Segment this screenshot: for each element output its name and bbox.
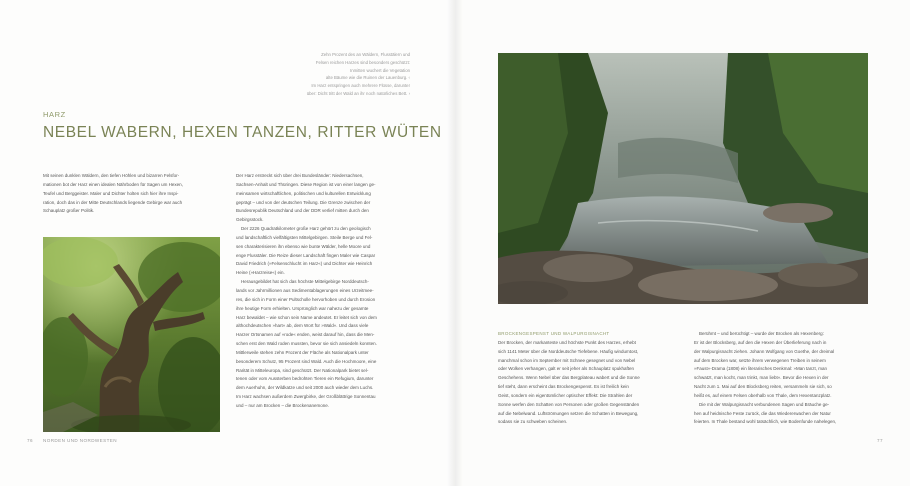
caption-line: Felsen reichen Harzes sind besonders geschützt: xyxy=(315,59,410,65)
text-line: Sachsen-Anhalt und Thüringen. Diese Region ist von einer langen ge- xyxy=(236,181,376,187)
body-column-right-page-2 xyxy=(694,330,868,427)
text-line: und – nur am Brocken – die Brockenanemone. xyxy=(236,402,330,408)
intro-paragraph xyxy=(43,172,225,216)
text-line: mationen bot der Harz einen idealen Nährboden für Sagen um Hexen, xyxy=(43,181,183,187)
text-line: auf dem Brocken war, setzte ihrem verwegenen Treiben in seinem xyxy=(694,357,826,363)
caption-line: alte Bäume wie die Ruinen der Lauenburg. ‹ xyxy=(325,75,410,81)
text-line: Nacht zum 1. Mai auf den Blocksberg reiten, versammeln sie sich, so xyxy=(694,384,832,390)
text-line: Harzer Ortsnamen auf »rode« enden, weist darauf hin, dass die Men- xyxy=(236,332,375,338)
text-line: Geist, sondern ein eigentümlicher optischer Effekt: Die Strahlen der xyxy=(498,392,633,398)
text-line: Herausgebildet hat sich das höchste Mittelgebirge Norddeutsch- xyxy=(241,279,369,285)
text-line: hen auf heidnische Feste zurück, die das Wiedererwachen der Natur xyxy=(694,410,831,416)
running-footer-section: NORDEN UND NORDWESTEN xyxy=(43,438,117,443)
text-line: Bundesrepublik Deutschland und der DDR verlief mitten durch den xyxy=(236,208,369,214)
text-line: heißt es, auf einem Felsen oberhalb von Thale, dem Hexentanzplatz. xyxy=(694,392,832,398)
text-line: Der Brocken, der markanteste und höchste Punkt des Harzes, erhebt xyxy=(498,339,636,345)
page-number-left: 76 xyxy=(27,438,33,443)
text-line: Der 2226 Quadratkilometer große Harz gehört zu den geologisch xyxy=(241,226,371,232)
text-line: res, die sich in Form einer Pultscholle hervorhoben und durch Erosion xyxy=(236,296,376,302)
caption-line: Im Harz entspringen auch mehrere Flüsse, darunter xyxy=(311,83,410,89)
text-line: manchmal schon im September mit Schnee gesegnet und von Nebel xyxy=(498,357,636,363)
book-gutter xyxy=(447,0,463,486)
text-line: feierten. In Thale bestand wohl tatsächlich, wie Bodenfunde nahelegen, xyxy=(694,419,837,425)
text-line: Rarität in Mitteleuropa, sind geschützt. Der Nationalpark bietet sel- xyxy=(236,367,369,373)
text-line: Geschehens. Wenn Nebel über das Bergplateau wabert und die Sonne xyxy=(498,375,640,381)
text-line: althochdeutschen »hart« ab, dem Wort für »Wald«. Und dass viele xyxy=(236,323,369,329)
text-line: schen erst den Wald roden mussten, bevor sie sich ansiedeln konnten. xyxy=(236,341,377,347)
text-line: besonderem Schutz, 95 Prozent sind Wald. Auch die Hochmoore, eine xyxy=(236,358,377,364)
text-line: Der Harz erstreckt sich über drei Bundesländer: Niedersachsen, xyxy=(236,173,364,178)
text-line: David Friedrich (»Felsenschlucht im Harz«) und Dichter wie Heinrich xyxy=(236,261,373,267)
text-line: tief steht, dann erscheint das Brockengespenst. Es ist freilich kein xyxy=(498,384,629,390)
caption-line: Inmitten wuchert die Vegetation xyxy=(350,67,410,73)
text-line: ration, doch das in der Mitte Deutschlands liegende Gebirge war auch xyxy=(43,199,183,205)
body-column-right-page-1 xyxy=(498,330,680,427)
text-line: der Walpurgisnacht ziehen. Johann Wolfgang von Goethe, der dreimal xyxy=(694,348,835,354)
text-line: Berühmt – und berüchtigt – wurde der Brocken als Hexenberg: xyxy=(699,331,824,336)
photo-caption xyxy=(282,51,410,98)
text-line: lands vor Jahrmillionen aus Sedimentablagerungen eines Urzeitmee- xyxy=(236,287,374,293)
text-line: Mittlerweile stehen zehn Prozent der Fläche als Nationalpark unter xyxy=(236,349,369,355)
page-number-right: 77 xyxy=(877,438,883,443)
text-line: Harz bewaldet – wie schon sein Name andeutet. Er leitet sich von dem xyxy=(236,314,377,320)
text-line: tenen oder vom Aussterben bedrohten Tieren ein Refugium, darunter xyxy=(236,376,374,382)
body-column-left-page xyxy=(236,172,414,411)
text-line: auf die Nebelwand. Luftströmungen setzen die Schatten in Bewegung, xyxy=(498,410,639,416)
text-line: ihre heutige Form erhielten. Ursprünglich war nahezu der gesamte xyxy=(236,305,369,311)
text-line: oder Wolken verhangen, galt er seit jeher als Schauplatz spukhaften xyxy=(498,366,634,372)
text-line: sodass sie zu schweben scheinen. xyxy=(498,419,568,425)
text-line: Heine (»Harzreise«) ein. xyxy=(236,270,285,276)
caption-line: über: Dicht tritt der Wald an ihr noch natürliches Bett. › xyxy=(306,90,410,96)
text-line: Die mit der Walpurgisnacht verbundenen Sagen und Bräuche ge- xyxy=(699,401,830,407)
misty-river-photo xyxy=(498,53,868,304)
text-line: dem Auerhuhn, der Wildkatze und seit 2000 auch wieder dem Luchs. xyxy=(236,385,374,391)
section-subheading: BROCKENGESPENST UND WALPURGISNACHT xyxy=(498,331,610,336)
gnarled-tree-photo xyxy=(43,237,220,432)
caption-line: Zehn Prozent des an Wäldern, Flusstälern und xyxy=(321,52,410,57)
text-line: enge Flusstäler. Die Reize dieser Landschaft fingen Maler wie Caspar xyxy=(236,252,376,258)
text-line: Im Harz wachsen außerdem Zwergbirke, der Großblättrige Sonnentau xyxy=(236,394,376,400)
text-line: »Faust«-Drama (1808) ein literarisches Denkmal: »Man tanzt, man xyxy=(694,366,828,372)
text-line: Er ist der Blocksberg, auf den die Hexen der Überlieferung nach in xyxy=(694,339,827,345)
text-line: schwatzt, man kocht, man trinkt, man liebt«. Bevor die Hexen in der xyxy=(694,375,829,381)
text-line: Gebirgsstock. xyxy=(236,217,264,223)
text-line: sich 1141 Meter über die Norddeutsche Tiefebene. Häufig windumtost, xyxy=(498,348,639,354)
text-line: und landschaftlich vielfältigsten Mittelgebirgen. Steile Berge und Fel- xyxy=(236,234,373,240)
text-line: geprägt – und von der deutschen Teilung. Die Grenze zwischen der xyxy=(236,199,371,205)
text-line: sen charakterisieren ihn ebenso wie bunte Wälder, helle Moore und xyxy=(236,243,371,249)
chapter-headline: NEBEL WABERN, HEXEN TANZEN, RITTER WÜTEN xyxy=(43,124,442,141)
text-line: meinsamen wirtschaftlichen, politischen und kulturellen Entwicklung xyxy=(236,190,371,196)
text-line: Schauplatz großer Politik. xyxy=(43,208,95,214)
text-line: Teufel und Berggeister. Maler und Dichter holten sich hier ihre Inspi- xyxy=(43,190,179,196)
text-line: Mit seinen dunklen Wäldern, den tiefen Höhlen und bizarren Felsfor- xyxy=(43,173,180,178)
text-line: Sonne werfen den Schatten von Personen oder großen Gegenständen xyxy=(498,401,640,407)
section-kicker: HARZ xyxy=(43,110,66,119)
